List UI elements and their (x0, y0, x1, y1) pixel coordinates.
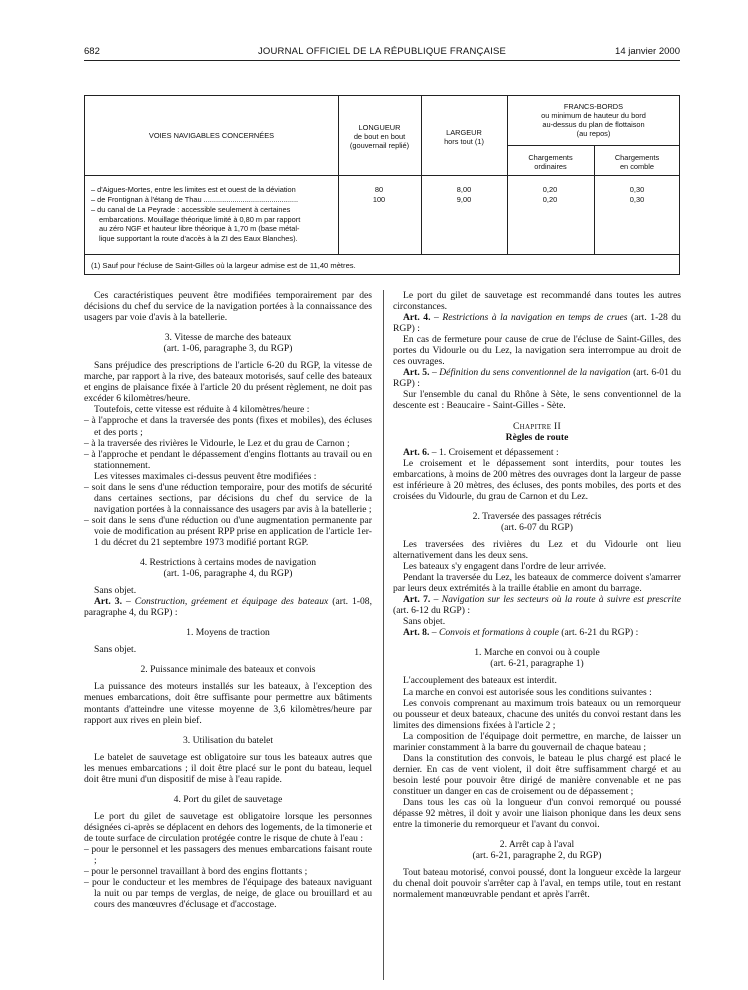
paragraph: La marche en convoi est autorisée sous les conditions suivantes : (403, 686, 652, 698)
list-item: – à l'approche et dans la traversée des ponts (fixes et mobiles), des écluses et des ports ; (84, 415, 372, 438)
journal-title: JOURNAL OFFICIEL DE LA RÉPUBLIQUE FRANÇAISE (257, 46, 507, 57)
section-reference: (art. 1-06, paragraphe 4, du RGP) (163, 568, 293, 580)
paragraph: Sans objet. (94, 644, 137, 656)
chapter-heading: Chapitre II (512, 420, 562, 432)
section-reference: (art. 1-06, paragraphe 3, du RGP) (163, 343, 293, 355)
section-heading: 3. Utilisation du batelet (182, 734, 274, 746)
list-item: – pour le personnel et les passagers des menues embarcations faisant route ; (84, 843, 372, 867)
table-cell: 8,00 (456, 185, 472, 194)
section-heading: 4. Restrictions à certains modes de navigation (139, 557, 317, 569)
paragraph: Sur l'ensemble du canal du Rhône à Sète, le sens conventionnel de la descente est : Beaucaire - Saint-Gilles - Sète. (393, 389, 681, 412)
paragraph: Dans tous les cas où la longueur d'un convoi remorqué ou poussé dépasse 92 mètres, il doit y avoir une liaison phonique dans les deux sens entre la timonerie du remorqueur et l'avant du convoi. (393, 796, 681, 831)
article-heading: Art. 5. – Définition du sens conventionnel de la navigation (art. 6-01 du RGP) : (393, 367, 681, 390)
section-heading: 1. Moyens de traction (186, 627, 270, 639)
paragraph: Ces caractéristiques peuvent être modifiées temporairement par des décisions du chef du service de la navigation portées à la connaissance des usagers par voie d'avis à la batellerie. (84, 290, 372, 324)
paragraph: Le port du gilet de sauvetage est recommandé dans toutes les autres circonstances. (393, 290, 681, 313)
paragraph: L'accouplement des bateaux est interdit. (403, 675, 557, 687)
paragraph: Sans préjudice des prescriptions de l'article 6-20 du RGP, la vitesse de marche, par rapport à la rive, des bateaux motorisés, sauf celle des bateaux et engins de plaisance fixée à l'article 20 du présent règlement, ne doit pas excéder 6 kilomètres/heure. (84, 360, 372, 405)
list-item: – pour le personnel travaillant à bord des engins flottants ; (84, 866, 308, 878)
chapter-title: Règles de route (505, 431, 569, 443)
paragraph: Le croisement et le dépassement sont interdits, pour toutes les embarcations, à moins de 200 mètres des ouvrages dont la largeur de passe est inférieure à 20 mètres, des écluses, des ponts mobiles, des ports et des croisées du Vidourle, du grau de Carnon et du Lez. (393, 457, 681, 502)
paragraph: Le port du gilet de sauvetage est obligatoire lorsque les personnes désignées ci-après se déplacent en dehors des logements, de la timonerie et de toute surface de circulation protégée contre le risque de chute à l'eau : (84, 810, 372, 844)
paragraph: Les vitesses maximales ci-dessus peuvent être modifiées : (94, 470, 317, 482)
paragraph: La composition de l'équipage doit permettre, en marche, de laisser un marinier constamment à la barre du gouvernail de chaque bateau ; (393, 730, 681, 753)
article-heading: Art. 7. – Navigation sur les secteurs où la route à suivre est prescrite (art. 6-12 du RGP) : (393, 594, 681, 617)
section-heading: 1. Marche en convoi ou à couple (474, 647, 600, 659)
table-cell: 80 (374, 185, 384, 194)
header-rule (84, 60, 680, 61)
header-longueur: LONGUEUR de bout en bout (gouvernail replié) (349, 123, 410, 150)
dimensions-table (84, 95, 680, 275)
article-heading: Art. 6. – 1. Croisement et dépassement : (403, 446, 559, 458)
paragraph: Sans objet. (403, 616, 446, 628)
table-cell: 0,30 (629, 195, 645, 204)
table-footnote: (1) Sauf pour l'écluse de Saint-Gilles où la largeur admise est de 11,40 mètres. (91, 261, 356, 270)
table-rule (507, 145, 680, 146)
section-reference: (art. 6-21, paragraphe 2, du RGP) (472, 850, 602, 862)
page-number: 682 (84, 46, 100, 57)
header-francs-bords: FRANCS-BORDS ou minimum de hauteur du bord au-dessus du plan de flottaison (au repos) (541, 102, 646, 138)
header-ordinaires: Chargements ordinaires (528, 153, 573, 171)
paragraph: Pendant la traversée du Lez, les bateaux de commerce doivent s'amarrer par leurs deux extrémités à la traille établie en amont du barrage. (393, 572, 681, 595)
list-item: – soit dans le sens d'une réduction temporaire, pour des motifs de sécurité dans certaines sections, par décisions du chef du service de la navigation portées à la connaissance des usagers par avis à la batellerie ; (84, 481, 372, 515)
paragraph: Les convois comprenant au maximum trois bateaux ou un remorqueur ou pousseur et deux bateaux, chacune des unités du convoi restant dans les limites des dimensions fixées à l'article 2 ; (393, 697, 681, 731)
table-cell: 9,00 (456, 195, 472, 204)
list-item: – soit dans le sens d'une réduction ou d'une augmentation permanente par voie de modification au présent RPP prise en application de l'article 1er-1 du décret du 21 septembre 1973 modifié portant RGP. (84, 514, 372, 548)
paragraph: En cas de fermeture pour cause de crue de l'écluse de Saint-Gilles, des portes du Vidourle ou du Lez, la navigation sera interrompue au droit de ces ouvrages. (393, 334, 681, 368)
paragraph: Les bateaux s'y engagent dans l'ordre de leur arrivée. (403, 561, 606, 573)
table-row-label: – de Frontignan à l'étang de Thau .............................................. (91, 195, 299, 204)
table-cell: 0,20 (542, 185, 558, 194)
list-item: – pour le conducteur et les membres de l'équipage des bateaux naviguant la nuit ou par temps de verglas, de neige, de glace ou brouillard et au cours des manœuvres d'éclusage et d'accostage. (84, 877, 372, 911)
issue-date: 14 janvier 2000 (615, 46, 680, 57)
section-reference: (art. 6-07 du RGP) (501, 521, 573, 533)
paragraph: Le batelet de sauvetage est obligatoire sur tous les bateaux autres que les menues embarcations ; il doit être placé sur le pont du bateau, lequel doit être muni d'un dispositif de mise à l'eau rapide. (84, 751, 372, 785)
header-comble: Chargements en comble (614, 153, 660, 171)
table-cell: 100 (372, 195, 386, 204)
left-column (84, 290, 372, 910)
section-heading: 4. Port du gilet de sauvetage (173, 793, 283, 805)
column-separator (383, 290, 384, 980)
paragraph: Dans la constitution des convois, le bateau le plus chargé est placé le dernier. En cas de vent violent, il doit être suffisamment chargé et au besoin lesté pour pouvoir être dirigé de manière convenable et ne pas constituer un danger en cas de croisement ou de dépassement ; (393, 752, 681, 797)
header-voies: VOIES NAVIGABLES CONCERNÉES (148, 131, 275, 140)
header-largeur: LARGEUR hors tout (1) (444, 128, 484, 146)
section-heading: 3. Vitesse de marche des bateaux (164, 332, 292, 344)
right-column (393, 290, 681, 900)
table-cell: 0,30 (629, 185, 645, 194)
table-rule (85, 175, 680, 176)
table-row-label: – du canal de La Peyrade : accessible seulement à certaines embarcations. Mouillage théorique limité à 0,80 m par rapport au zéro NGF et hauteur libre théorique à 1,70 m (base métal- lique supportant la route d'accès à la ZI des Eaux Blanches). (91, 205, 301, 243)
section-heading: 2. Puissance minimale des bateaux et convois (140, 664, 316, 676)
list-item: – à la traversée des rivières le Vidourle, le Lez et du grau de Carnon ; (84, 437, 350, 449)
section-reference: (art. 6-21, paragraphe 1) (490, 658, 584, 670)
table-rule (85, 254, 680, 255)
article-heading: Art. 3. – Construction, gréement et équipage des bateaux (art. 1-08, paragraphe 4, du RGP) : (84, 596, 372, 619)
list-item: – à l'approche et pendant le dépassement d'engins flottants au travail ou en stationnement. (84, 448, 372, 471)
article-heading: Art. 8. – Convois et formations à couple (art. 6-21 du RGP) : (403, 627, 639, 639)
paragraph: Sans objet. (94, 585, 137, 597)
running-header (84, 46, 680, 60)
section-heading: 2. Traversée des passages rétrécis (472, 510, 602, 522)
paragraph: Les traversées des rivières du Lez et du Vidourle ont lieu alternativement dans les deux sens. (393, 538, 681, 561)
section-heading: 2. Arrêt cap à l'aval (499, 839, 575, 851)
article-heading: Art. 4. – Restrictions à la navigation en temps de crues (art. 1-28 du RGP) : (393, 312, 681, 335)
table-cell: 0,20 (542, 195, 558, 204)
paragraph: Tout bateau motorisé, convoi poussé, dont la longueur excède la largeur du chenal doit pouvoir s'arrêter cap à l'aval, en temps utile, tout en restant normalement manœuvrable pendant et après l'arrêt. (393, 867, 681, 901)
table-row-label: – d'Aigues-Mortes, entre les limites est et ouest de la déviation (91, 185, 296, 194)
paragraph: La puissance des moteurs installés sur les bateaux, à l'exception des menues embarcations, doit être suffisante pour permettre aux bâtiments montants d'atteindre une vitesse moyenne de 3,6 kilomètres/heure par rapport aux rives en plein bief. (84, 681, 372, 726)
paragraph: Toutefois, cette vitesse est réduite à 4 kilomètres/heure : (94, 404, 310, 416)
